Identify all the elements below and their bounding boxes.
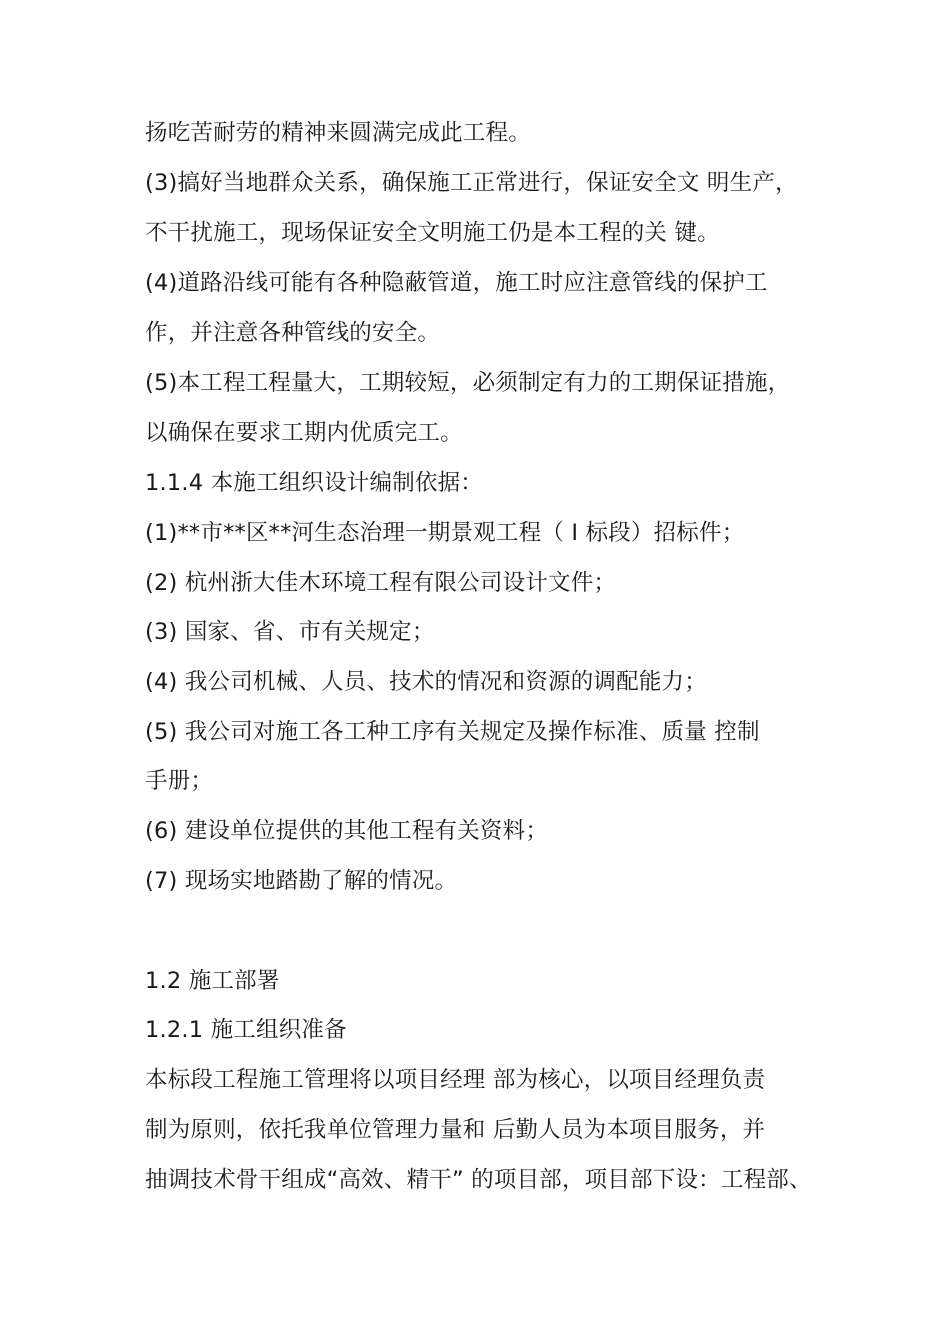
section-heading: 1.1.4 本施工组织设计编制依据： [145, 470, 484, 496]
text-line: 以确保在要求工期内优质完工。 [145, 420, 463, 446]
section-heading: 1.2 施工部署 [145, 968, 280, 994]
text-line: 扬吃苦耐劳的精神来圆满完成此工程。 [145, 120, 531, 146]
list-item-continuation: 手册； [145, 768, 214, 794]
list-item: (3) 国家、省、市有关规定； [145, 619, 435, 645]
text-line: (5)本工程工程量大，工期较短，必须制定有力的工期保证措施， [145, 370, 791, 396]
list-item: (7) 现场实地踏勘了解的情况。 [145, 868, 458, 894]
list-item: (4) 我公司机械、人员、技术的情况和资源的调配能力； [145, 669, 707, 695]
text-line: 制为原则，依托我单位管理力量和 后勤人员为本项目服务，并 [145, 1117, 766, 1143]
list-item: (6) 建设单位提供的其他工程有关资料； [145, 818, 549, 844]
text-line: (4)道路沿线可能有各种隐蔽管道，施工时应注意管线的保护工 [145, 270, 768, 296]
text-line: 不干扰施工，现场保证安全文明施工仍是本工程的关 键。 [145, 220, 720, 246]
text-line: 本标段工程施工管理将以项目经理 部为核心，以项目经理负责 [145, 1067, 766, 1093]
text-line: 作，并注意各种管线的安全。 [145, 320, 441, 346]
subsection-heading: 1.2.1 施工组织准备 [145, 1017, 347, 1043]
list-item: (2) 杭州浙大佳木环境工程有限公司设计文件； [145, 570, 617, 596]
list-item: (5) 我公司对施工各工种工序有关规定及操作标准、质量 控制 [145, 719, 760, 745]
text-line: 抽调技术骨干组成“高效、精干” 的项目部，项目部下设：工程部、 [145, 1167, 812, 1193]
text-line: (3)搞好当地群众关系，确保施工正常进行，保证安全文 明生产， [145, 170, 798, 196]
list-item: (1)**市**区**河生态治理一期景观工程（ I 标段）招标件； [145, 520, 745, 546]
